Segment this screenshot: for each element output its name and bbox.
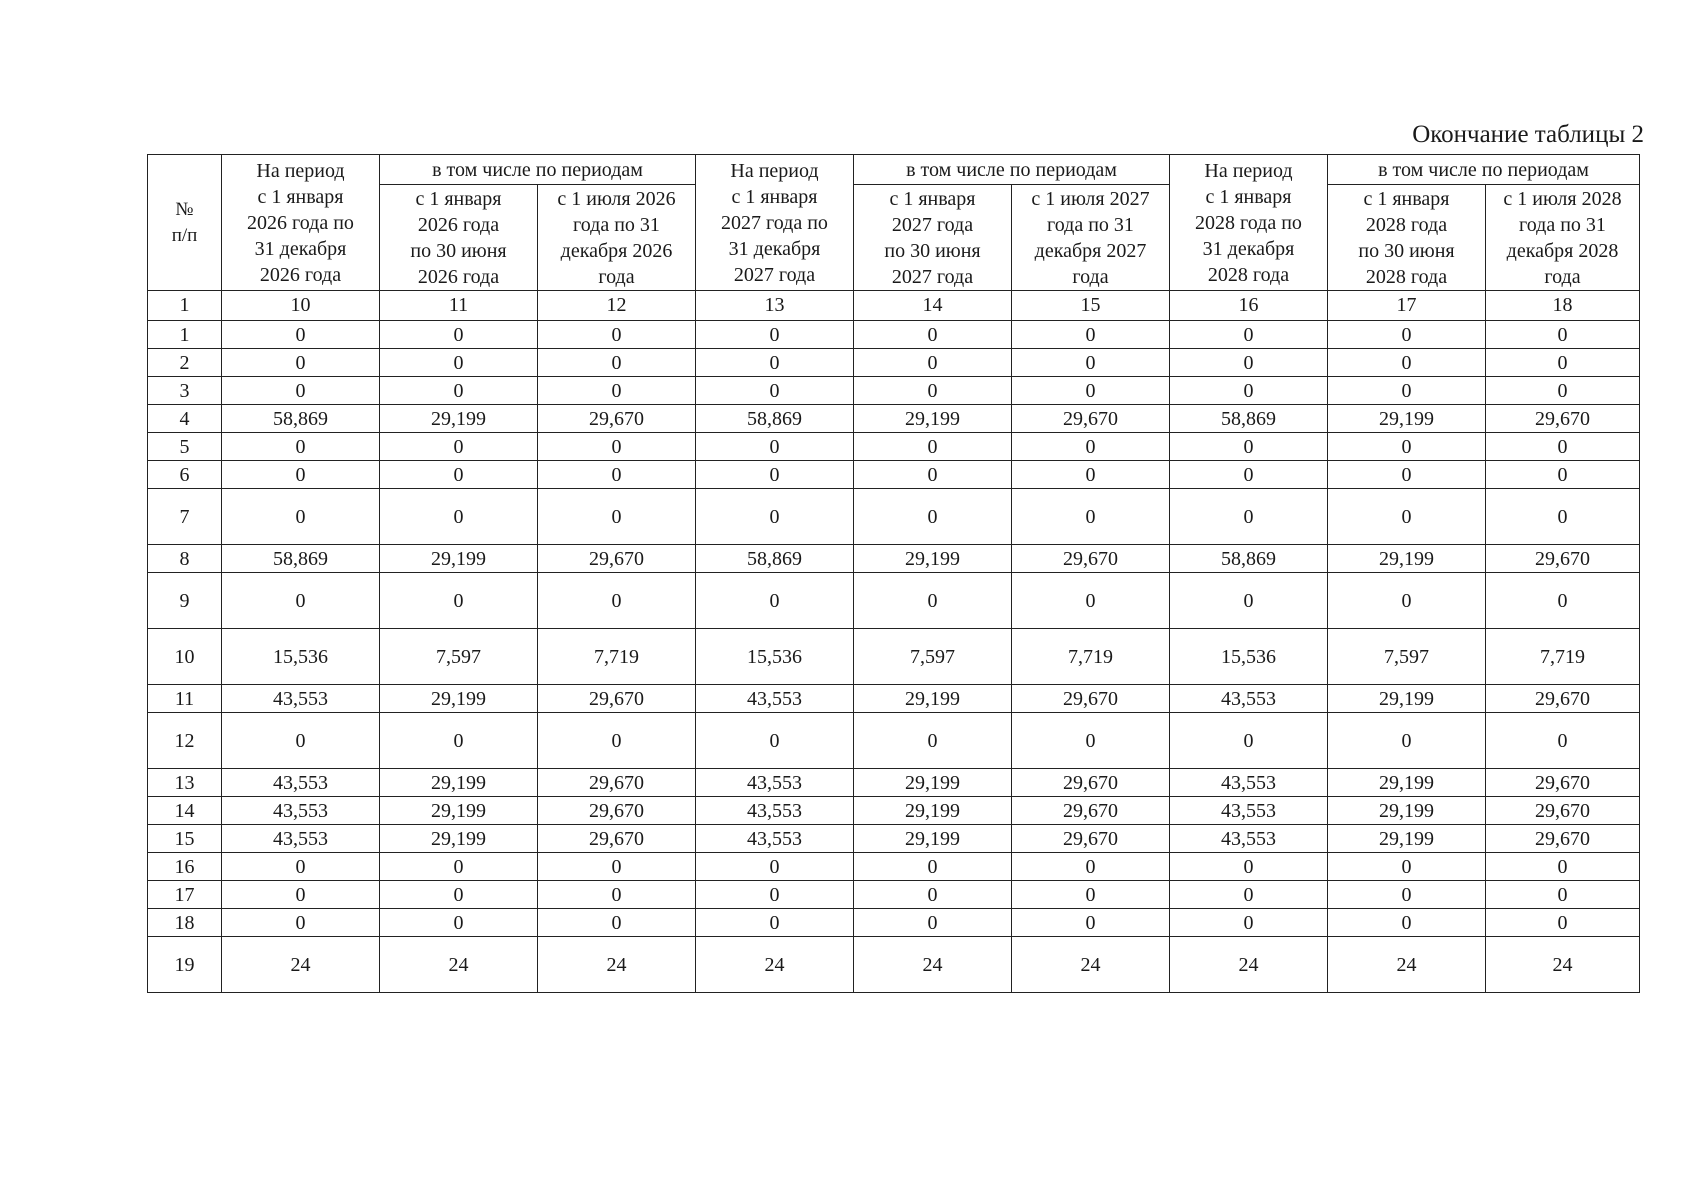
- table-cell: 0: [1170, 881, 1328, 909]
- row-number: 19: [148, 937, 222, 993]
- table-cell: 29,199: [854, 545, 1012, 573]
- table-cell: 0: [538, 573, 696, 629]
- column-number: 16: [1170, 291, 1328, 321]
- header-2026-h1-label: с 1 января 2026 года по 30 июня 2026 года: [410, 187, 507, 288]
- column-number: 11: [380, 291, 538, 321]
- table-cell: 0: [1012, 377, 1170, 405]
- column-number: 13: [696, 291, 854, 321]
- table-cell: 7,597: [1328, 629, 1486, 685]
- table-cell: 0: [696, 881, 854, 909]
- row-number: 3: [148, 377, 222, 405]
- table-cell: 0: [1170, 377, 1328, 405]
- table-cell: 29,670: [1012, 825, 1170, 853]
- table-header: [148, 155, 1640, 321]
- table-cell: 0: [1486, 881, 1640, 909]
- table-row: [148, 433, 1640, 461]
- table-cell: 0: [222, 909, 380, 937]
- table-cell: 15,536: [1170, 629, 1328, 685]
- table-cell: 0: [538, 461, 696, 489]
- table-cell: 0: [222, 881, 380, 909]
- table-cell: 0: [1170, 461, 1328, 489]
- table-cell: 29,199: [1328, 825, 1486, 853]
- table-cell: 24: [222, 937, 380, 993]
- table-cell: 0: [854, 713, 1012, 769]
- table-cell: 0: [1170, 321, 1328, 349]
- table-cell: 58,869: [696, 405, 854, 433]
- table-row: [148, 769, 1640, 797]
- table-cell: 43,553: [1170, 825, 1328, 853]
- table-cell: 29,199: [380, 769, 538, 797]
- table-cell: 0: [1012, 853, 1170, 881]
- table-cell: 0: [1486, 461, 1640, 489]
- table-cell: 29,199: [380, 825, 538, 853]
- table-cell: 0: [696, 433, 854, 461]
- header-2026-h1: [380, 185, 538, 291]
- header-total-2026: [222, 155, 380, 291]
- table-cell: 0: [1012, 713, 1170, 769]
- table-cell: 58,869: [1170, 405, 1328, 433]
- table-cell: 0: [1328, 853, 1486, 881]
- table-cell: 0: [1012, 461, 1170, 489]
- table-cell: 29,199: [380, 685, 538, 713]
- row-number: 8: [148, 545, 222, 573]
- header-subgroup-2028: в том числе по периодам: [1328, 155, 1640, 185]
- table-cell: 0: [1170, 573, 1328, 629]
- table-cell: 29,670: [1486, 545, 1640, 573]
- table-cell: 0: [222, 573, 380, 629]
- table-row: [148, 321, 1640, 349]
- header-total-2028-label: На период с 1 января 2028 года по 31 декабря 2028 года: [1195, 159, 1302, 286]
- table-cell: 0: [854, 461, 1012, 489]
- table-cell: 0: [538, 713, 696, 769]
- table-row: [148, 405, 1640, 433]
- table-cell: 0: [1012, 881, 1170, 909]
- table-cell: 43,553: [696, 825, 854, 853]
- table-cell: 0: [1170, 489, 1328, 545]
- header-row-number-label: № п/п: [171, 198, 198, 246]
- row-number: 16: [148, 853, 222, 881]
- table-cell: 0: [696, 461, 854, 489]
- table-cell: 0: [380, 489, 538, 545]
- table-cell: 29,199: [1328, 797, 1486, 825]
- table-cell: 0: [696, 909, 854, 937]
- table-cell: 0: [222, 321, 380, 349]
- table-cell: 43,553: [696, 769, 854, 797]
- table-cell: 0: [380, 909, 538, 937]
- table-cell: 29,670: [538, 825, 696, 853]
- table-cell: 0: [1328, 377, 1486, 405]
- table-row: [148, 377, 1640, 405]
- table-cell: 29,670: [538, 685, 696, 713]
- table-cell: 0: [222, 853, 380, 881]
- table-cell: 24: [380, 937, 538, 993]
- table-row: [148, 797, 1640, 825]
- table-cell: 29,670: [538, 545, 696, 573]
- table-cell: 0: [1328, 321, 1486, 349]
- table-cell: 43,553: [222, 685, 380, 713]
- table-cell: 43,553: [1170, 769, 1328, 797]
- header-2026-h2: [538, 185, 696, 291]
- table-row: [148, 461, 1640, 489]
- table-cell: 29,670: [1012, 545, 1170, 573]
- column-number: 1: [148, 291, 222, 321]
- table-row: [148, 545, 1640, 573]
- table-cell: 0: [1012, 489, 1170, 545]
- table-cell: 0: [1170, 909, 1328, 937]
- column-number: 18: [1486, 291, 1640, 321]
- row-number: 18: [148, 909, 222, 937]
- table-cell: 0: [380, 433, 538, 461]
- header-subgroup-2027: в том числе по периодам: [854, 155, 1170, 185]
- table-cell: 0: [1328, 433, 1486, 461]
- table-cell: 29,670: [1012, 405, 1170, 433]
- table-cell: 0: [1170, 853, 1328, 881]
- table-row: [148, 881, 1640, 909]
- table-cell: 0: [538, 881, 696, 909]
- column-number: 14: [854, 291, 1012, 321]
- table-cell: 7,719: [1486, 629, 1640, 685]
- table-cell: 24: [1486, 937, 1640, 993]
- table-row: [148, 685, 1640, 713]
- header-2026-h2-label: с 1 июля 2026 года по 31 декабря 2026 года: [557, 187, 676, 288]
- table-cell: 0: [854, 881, 1012, 909]
- header-2027-h2: [1012, 185, 1170, 291]
- table-cell: 29,199: [854, 769, 1012, 797]
- table-cell: 0: [380, 349, 538, 377]
- header-total-2028: [1170, 155, 1328, 291]
- table-cell: 0: [538, 433, 696, 461]
- column-number: 10: [222, 291, 380, 321]
- row-number: 1: [148, 321, 222, 349]
- table-cell: 0: [538, 349, 696, 377]
- table-cell: 0: [1486, 321, 1640, 349]
- table-row: [148, 825, 1640, 853]
- table-cell: 0: [854, 433, 1012, 461]
- table-cell: 29,670: [1012, 797, 1170, 825]
- table-cell: 24: [1170, 937, 1328, 993]
- row-number: 15: [148, 825, 222, 853]
- table-cell: 29,199: [854, 685, 1012, 713]
- table-cell: 29,670: [1486, 685, 1640, 713]
- table-cell: 0: [1486, 713, 1640, 769]
- header-2027-h1-label: с 1 января 2027 года по 30 июня 2027 года: [884, 187, 981, 288]
- table-cell: 0: [696, 853, 854, 881]
- column-number-row: [148, 291, 1640, 321]
- table-cell: 29,670: [538, 797, 696, 825]
- table-cell: 0: [1328, 713, 1486, 769]
- row-number: 4: [148, 405, 222, 433]
- table-cell: 0: [1328, 489, 1486, 545]
- table-cell: 7,597: [854, 629, 1012, 685]
- table-cell: 15,536: [222, 629, 380, 685]
- table-cell: 29,670: [538, 405, 696, 433]
- table-row: [148, 489, 1640, 545]
- table-cell: 0: [538, 321, 696, 349]
- row-number: 12: [148, 713, 222, 769]
- table-cell: 29,670: [1486, 825, 1640, 853]
- table-cell: 29,670: [1012, 685, 1170, 713]
- table-cell: 29,199: [1328, 405, 1486, 433]
- table-cell: 0: [854, 377, 1012, 405]
- table-cell: 0: [538, 377, 696, 405]
- table-cell: 0: [380, 713, 538, 769]
- table-cell: 29,199: [854, 797, 1012, 825]
- table-cell: 0: [696, 349, 854, 377]
- header-2028-h2: [1486, 185, 1640, 291]
- row-number: 7: [148, 489, 222, 545]
- table-body: [148, 321, 1640, 993]
- table-cell: 29,199: [1328, 545, 1486, 573]
- table-row: [148, 909, 1640, 937]
- table-cell: 0: [538, 909, 696, 937]
- table-cell: 24: [1012, 937, 1170, 993]
- header-subgroup-2026: в том числе по периодам: [380, 155, 696, 185]
- table-cell: 29,199: [380, 545, 538, 573]
- table-cell: 0: [1328, 573, 1486, 629]
- table-cell: 43,553: [222, 769, 380, 797]
- row-number: 17: [148, 881, 222, 909]
- table-cell: 0: [854, 909, 1012, 937]
- table-cell: 0: [222, 713, 380, 769]
- table-cell: 29,670: [1486, 769, 1640, 797]
- header-row-number: [148, 155, 222, 291]
- table-cell: 0: [854, 573, 1012, 629]
- header-2027-h2-label: с 1 июля 2027 года по 31 декабря 2027 года: [1031, 187, 1150, 288]
- table-cell: 0: [696, 573, 854, 629]
- table-row: [148, 713, 1640, 769]
- table-cell: 0: [1486, 349, 1640, 377]
- table-cell: 0: [222, 461, 380, 489]
- table-cell: 0: [222, 349, 380, 377]
- table-cell: 29,199: [380, 405, 538, 433]
- header-total-2026-label: На период с 1 января 2026 года по 31 декабря 2026 года: [247, 159, 354, 286]
- table-cell: 58,869: [1170, 545, 1328, 573]
- table-cell: 0: [222, 433, 380, 461]
- table-cell: 7,597: [380, 629, 538, 685]
- table-cell: 0: [1328, 349, 1486, 377]
- table-cell: 0: [1486, 909, 1640, 937]
- table-cell: 29,670: [1486, 405, 1640, 433]
- table-cell: 0: [1012, 573, 1170, 629]
- table-cell: 24: [1328, 937, 1486, 993]
- row-number: 9: [148, 573, 222, 629]
- table-cell: 0: [854, 489, 1012, 545]
- table-cell: 58,869: [222, 545, 380, 573]
- table-row: [148, 573, 1640, 629]
- table-cell: 43,553: [222, 797, 380, 825]
- table-row: [148, 629, 1640, 685]
- header-total-2027-label: На период с 1 января 2027 года по 31 декабря 2027 года: [721, 159, 828, 286]
- row-number: 13: [148, 769, 222, 797]
- table-cell: 43,553: [696, 797, 854, 825]
- table-cell: 0: [380, 881, 538, 909]
- table-cell: 43,553: [696, 685, 854, 713]
- table-cell: 0: [696, 377, 854, 405]
- table-cell: 0: [222, 489, 380, 545]
- table-cell: 0: [1486, 377, 1640, 405]
- table-cell: 0: [696, 489, 854, 545]
- table-cell: 0: [1012, 321, 1170, 349]
- row-number: 2: [148, 349, 222, 377]
- table-cell: 0: [222, 377, 380, 405]
- table-cell: 43,553: [1170, 797, 1328, 825]
- table-cell: 0: [854, 349, 1012, 377]
- table-cell: 24: [538, 937, 696, 993]
- table-cell: 0: [380, 377, 538, 405]
- column-number: 12: [538, 291, 696, 321]
- table-cell: 58,869: [222, 405, 380, 433]
- table-cell: 29,199: [854, 405, 1012, 433]
- table-cell: 0: [1170, 433, 1328, 461]
- table-cell: 0: [538, 489, 696, 545]
- table-cell: 43,553: [1170, 685, 1328, 713]
- table-cell: 29,670: [1486, 797, 1640, 825]
- table-cell: 0: [1328, 881, 1486, 909]
- table-cell: 29,199: [1328, 769, 1486, 797]
- header-2028-h2-label: с 1 июля 2028 года по 31 декабря 2028 года: [1503, 187, 1622, 288]
- row-number: 5: [148, 433, 222, 461]
- table-cell: 0: [1170, 713, 1328, 769]
- table-cell: 29,199: [380, 797, 538, 825]
- table-cell: 0: [854, 321, 1012, 349]
- table-cell: 24: [854, 937, 1012, 993]
- table-cell: 24: [696, 937, 854, 993]
- column-number: 15: [1012, 291, 1170, 321]
- table-row: [148, 349, 1640, 377]
- row-number: 14: [148, 797, 222, 825]
- table-cell: 0: [380, 461, 538, 489]
- table-cell: 29,670: [1012, 769, 1170, 797]
- table-cell: 0: [1328, 909, 1486, 937]
- table-cell: 0: [1486, 433, 1640, 461]
- table-cell: 0: [1486, 489, 1640, 545]
- table-cell: 29,670: [538, 769, 696, 797]
- table-cell: 0: [380, 321, 538, 349]
- table-cell: 0: [696, 713, 854, 769]
- header-total-2027: [696, 155, 854, 291]
- table-cell: 15,536: [696, 629, 854, 685]
- table-cell: 0: [1012, 349, 1170, 377]
- table-cell: 0: [1486, 853, 1640, 881]
- table-cell: 7,719: [538, 629, 696, 685]
- table-cell: 0: [696, 321, 854, 349]
- table-cell: 0: [380, 573, 538, 629]
- table-cell: 58,869: [696, 545, 854, 573]
- header-2027-h1: [854, 185, 1012, 291]
- header-2028-h1-label: с 1 января 2028 года по 30 июня 2028 года: [1358, 187, 1455, 288]
- table-cell: 0: [380, 853, 538, 881]
- table-cell: 0: [538, 853, 696, 881]
- table-cell: 43,553: [222, 825, 380, 853]
- table-row: [148, 853, 1640, 881]
- table-cell: 29,199: [854, 825, 1012, 853]
- table-cell: 7,719: [1012, 629, 1170, 685]
- table-caption: Окончание таблицы 2: [1412, 121, 1644, 148]
- table-cell: 0: [1012, 433, 1170, 461]
- header-2028-h1: [1328, 185, 1486, 291]
- data-table: [147, 154, 1640, 993]
- table-cell: 0: [854, 853, 1012, 881]
- column-number: 17: [1328, 291, 1486, 321]
- table-cell: 0: [1170, 349, 1328, 377]
- row-number: 10: [148, 629, 222, 685]
- table-row: [148, 937, 1640, 993]
- table-cell: 29,199: [1328, 685, 1486, 713]
- row-number: 6: [148, 461, 222, 489]
- table-cell: 0: [1328, 461, 1486, 489]
- table-cell: 0: [1486, 573, 1640, 629]
- table-cell: 0: [1012, 909, 1170, 937]
- row-number: 11: [148, 685, 222, 713]
